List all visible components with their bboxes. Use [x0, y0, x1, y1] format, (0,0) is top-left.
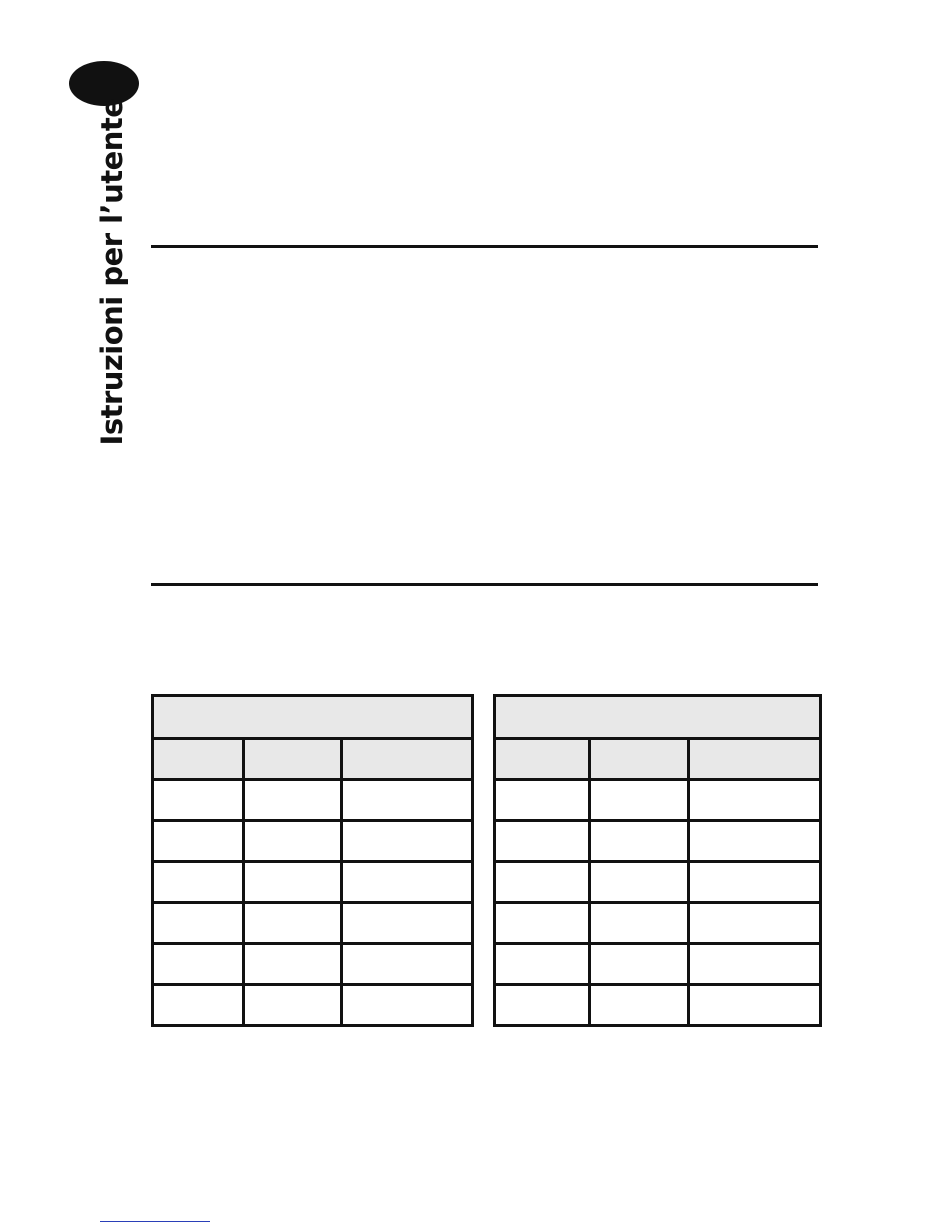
table-cell — [342, 780, 473, 821]
column-header — [244, 739, 342, 780]
table-cell — [244, 903, 342, 944]
table-cell — [342, 862, 473, 903]
table-cell — [689, 862, 821, 903]
table-cell — [495, 903, 590, 944]
table-cell — [590, 821, 689, 862]
table-cell — [495, 985, 590, 1026]
column-header — [590, 739, 689, 780]
table-cell — [244, 862, 342, 903]
table-cell — [495, 821, 590, 862]
side-title: Istruzioni per l’utente — [95, 98, 129, 446]
table-cell — [590, 903, 689, 944]
table-row — [153, 780, 473, 821]
table-cell — [342, 821, 473, 862]
column-header — [342, 739, 473, 780]
table-row — [153, 985, 473, 1026]
column-header — [495, 739, 590, 780]
table-row — [153, 903, 473, 944]
table-header — [495, 696, 821, 739]
table-cell — [342, 985, 473, 1026]
table-cell — [244, 780, 342, 821]
table-cell — [590, 780, 689, 821]
table-cell — [153, 821, 244, 862]
table-cell — [153, 780, 244, 821]
table-row — [495, 944, 821, 985]
table-cell — [495, 780, 590, 821]
table-cell — [342, 903, 473, 944]
bottom-rule — [100, 1221, 210, 1222]
table-cell — [689, 821, 821, 862]
table-cell — [495, 944, 590, 985]
table-cell — [153, 862, 244, 903]
table-cell — [689, 903, 821, 944]
right-table — [493, 694, 822, 1027]
table-row — [495, 780, 821, 821]
divider-bottom — [151, 583, 818, 586]
table-row — [495, 821, 821, 862]
table-cell — [689, 985, 821, 1026]
left-table — [151, 694, 474, 1027]
table-cell — [689, 944, 821, 985]
column-header — [689, 739, 821, 780]
table-row — [153, 944, 473, 985]
column-header — [153, 739, 244, 780]
table-cell — [590, 985, 689, 1026]
table-row — [495, 862, 821, 903]
table-cell — [590, 944, 689, 985]
table-cell — [244, 944, 342, 985]
table-cell — [153, 944, 244, 985]
divider-top — [151, 245, 818, 248]
table-cell — [244, 821, 342, 862]
table-cell — [590, 862, 689, 903]
table-cell — [495, 862, 590, 903]
table-cell — [342, 944, 473, 985]
table-row — [495, 985, 821, 1026]
table-header — [153, 696, 473, 739]
table-cell — [153, 985, 244, 1026]
table-row — [153, 821, 473, 862]
table-cell — [689, 780, 821, 821]
table-row — [153, 862, 473, 903]
table-row — [495, 903, 821, 944]
table-cell — [244, 985, 342, 1026]
table-cell — [153, 903, 244, 944]
